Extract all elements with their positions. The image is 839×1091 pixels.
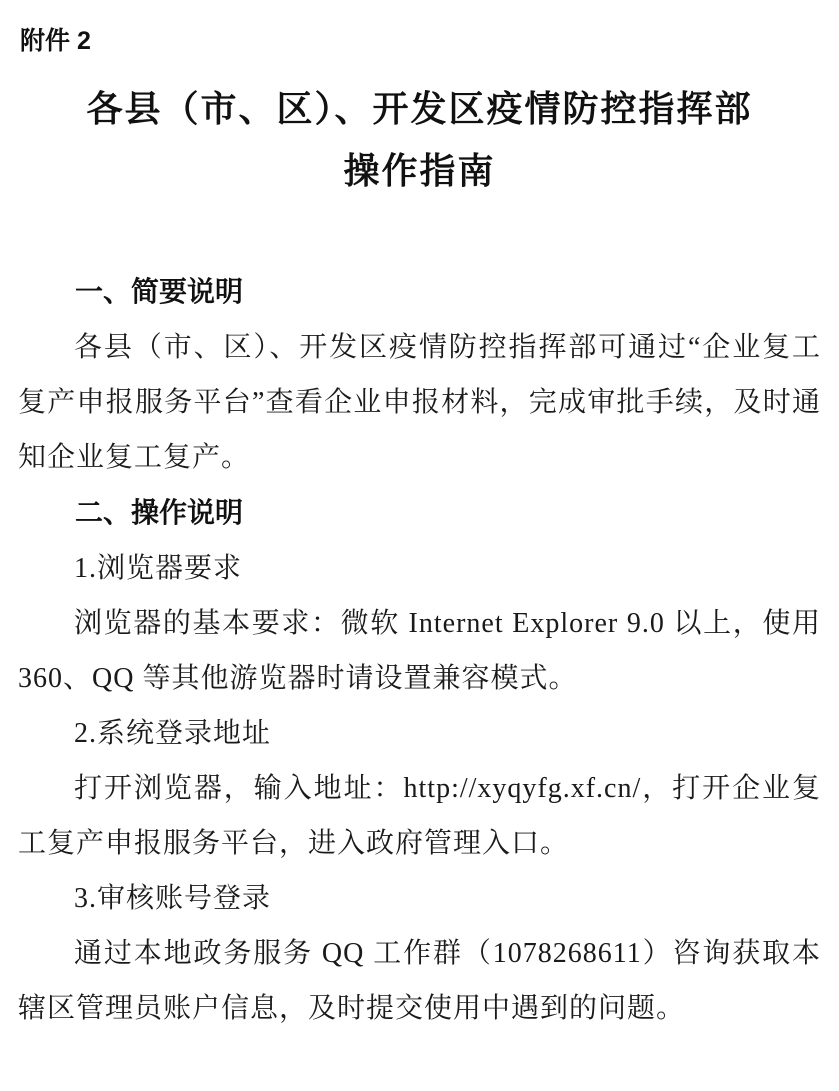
step-1-paragraph: 浏览器的基本要求：微软 Internet Explorer 9.0 以上，使用 360、QQ 等其他游览器时请设置兼容模式。 [18,608,821,694]
step-1-subheading: 1.浏览器要求 [74,553,243,584]
section-1-paragraph: 各县（市、区）、开发区疫情防控指挥部可通过“企业复工复产申报服务平台”查看企业申报材料，完成审批手续，及时通知企业复工复产。 [18,332,821,473]
document-title-line-1: 各县（市、区）、开发区疫情防控指挥部 [86,89,753,129]
step-3-subheading: 3.审核账号登录 [74,883,272,914]
document-title [18,78,821,202]
document-title-line-2: 操作指南 [343,151,496,191]
section-1-heading: 一、简要说明 [75,276,244,307]
attachment-label: 附件 2 [20,27,91,55]
section-2-heading: 二、操作说明 [75,497,244,528]
step-3-paragraph: 通过本地政务服务 QQ 工作群（1078268611）咨询获取本辖区管理员账户信息，及时提交使用中遇到的问题。 [18,938,821,1024]
step-2-paragraph: 打开浏览器，输入地址：http://xyqyfg.xf.cn/，打开企业复工复产申报服务平台，进入政府管理入口。 [18,773,821,859]
step-2-subheading: 2.系统登录地址 [74,718,272,749]
